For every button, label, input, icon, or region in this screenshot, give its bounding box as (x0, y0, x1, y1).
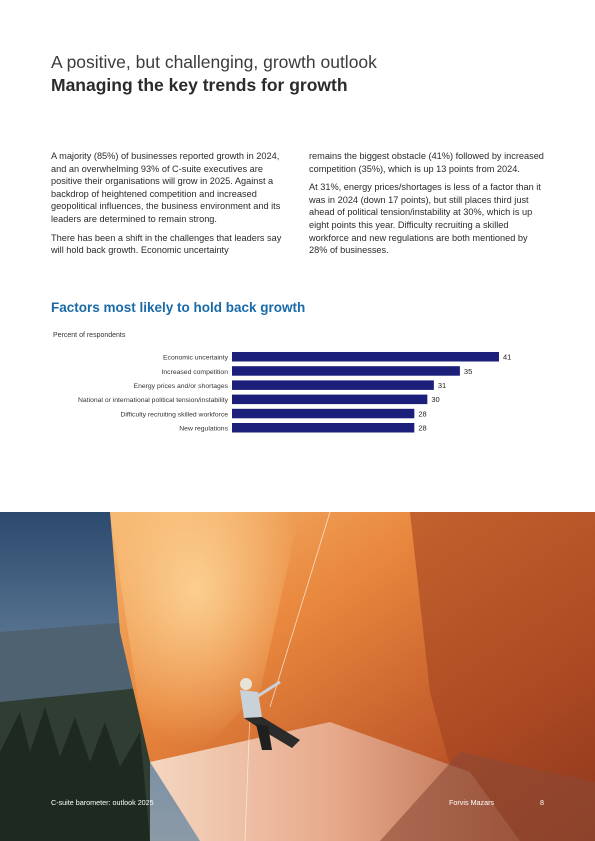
bar (232, 366, 460, 376)
category-label: Energy prices and/or shortages (133, 383, 228, 390)
body-paragraph: remains the biggest obstacle (41%) followed by increased competition (35%), which is up 13 points from 2024. (309, 151, 544, 174)
footer-page-number: 8 (540, 798, 544, 807)
body-column-right (309, 150, 545, 263)
bar (232, 409, 414, 419)
page-title-light: A positive, but challenging, growth outlook (51, 52, 377, 72)
body-column-left (51, 150, 287, 263)
value-label: 28 (418, 409, 427, 419)
category-label: Increased competition (161, 368, 228, 376)
category-label: Economic uncertainty (163, 354, 228, 362)
value-label: 31 (437, 381, 447, 390)
bar (232, 423, 414, 433)
value-label: 30 (431, 395, 440, 405)
body-paragraph: There has been a shift in the challenges that leaders say will hold back growth. Economic uncertainty (51, 232, 282, 256)
chart-subtitle: Percent of respondents (53, 332, 126, 339)
rock-climber-image (0, 512, 595, 841)
climber-photo (0, 512, 595, 841)
body-paragraph: A majority (85%) of businesses reported growth in 2024, and an overwhelming 93% of C-suite executives are positive their organisations will grow in 2025. Against a backdrop of heightened competition and increased geopolitical influences, the business environment and its leaders are determined to remain strong. (51, 151, 281, 224)
value-label: 35 (463, 366, 473, 376)
value-label: 41 (502, 352, 512, 362)
category-label: National or international political tension/instability (78, 397, 228, 405)
value-label: 28 (418, 423, 427, 433)
bar-chart (51, 348, 551, 438)
bar (232, 380, 434, 390)
category-label: Difficulty recruiting skilled workforce (120, 411, 228, 419)
footer-brand: Forvis Mazars (449, 798, 495, 807)
page-heading (51, 51, 551, 97)
bar (232, 395, 427, 405)
page-title-bold: Managing the key trends for growth (51, 75, 348, 95)
footer-publication: C-suite barometer: outlook 2025 (51, 798, 154, 807)
bar (232, 352, 499, 362)
chart-title: Factors most likely to hold back growth (51, 300, 306, 315)
category-label: New regulations (179, 425, 228, 433)
body-paragraph: At 31%, energy prices/shortages is less of a factor than it was in 2024 (down 17 points), but still places third just ahead of political tension/instability at 30%, which is up eight points this year. Difficulty recruiting a skilled workforce and new regulations are both mentioned by 28% of businesses. (309, 182, 541, 256)
